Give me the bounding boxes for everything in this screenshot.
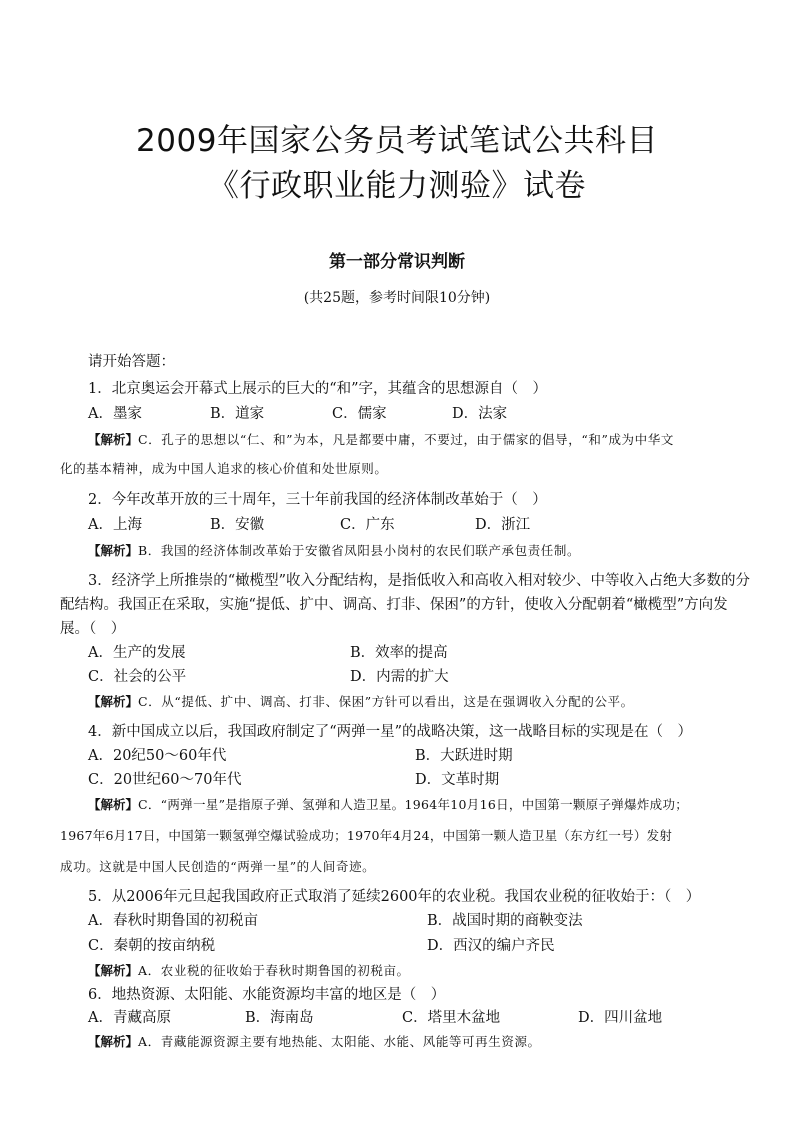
question-4-option-d: D．文革时期	[415, 772, 500, 788]
question-5-explanation-line1: 【解析】A．农业税的征收始于春秋时期鲁国的初税亩。	[88, 963, 410, 978]
question-4-option-c: C．20世纪60～70年代	[88, 772, 242, 788]
question-5-option-a: A．春秋时期鲁国的初税亩	[88, 913, 258, 929]
explanation-label: 【解析】	[88, 543, 139, 558]
question-5-option-c: C．秦朝的按亩纳税	[88, 938, 216, 954]
question-3-option-a: A．生产的发展	[88, 645, 186, 661]
question-4-option-a: A．20纪50～60年代	[88, 748, 227, 764]
question-1-option-a: A．墨家	[88, 406, 142, 422]
explanation-label: 【解析】	[88, 432, 139, 447]
question-3-stem-line2: 配结构。我国正在采取，实施“提低、扩中、调高、打非、保困”的方针，使收入分配朝着“橄榄型”方向发	[60, 597, 728, 613]
question-2-option-c: C．广东	[340, 517, 395, 533]
question-1-explanation-line1: 【解析】C．孔子的思想以“仁、和”为本，凡是都要中庸，不要过，由于儒家的倡导，“和”成为中华文	[88, 432, 674, 447]
question-2-stem: 2．今年改革开放的三十周年，三十年前我国的经济体制改革始于（ ）	[88, 492, 547, 508]
question-6-stem: 6．地热资源、太阳能、水能资源均丰富的地区是（ ）	[88, 987, 446, 1003]
question-3-option-c: C．社会的公平	[88, 669, 187, 685]
question-1-option-c: C．儒家	[332, 406, 387, 422]
question-1-explanation-line2: 化的基本精神，成为中国人追求的核心价值和处世原则。	[60, 461, 388, 476]
question-3-stem-line1: 3．经济学上所推崇的“橄榄型”收入分配结构，是指低收入和高收入相对较少、中等收入占绝大多数的分	[88, 573, 751, 589]
question-4-explanation-line1: 【解析】C．“两弹一星”是指原子弹、氢弹和人造卫星。1964年10月16日，中国第一颗原子弹爆炸成功；	[88, 797, 689, 812]
document-title-line1: 2009年国家公务员考试笔试公共科目	[136, 123, 658, 159]
question-6-option-a: A．青藏高原	[88, 1010, 171, 1026]
question-4-stem: 4．新中国成立以后，我国政府制定了“两弹一星”的战略决策，这一战略目标的实现是在（ ）	[88, 724, 693, 740]
question-6-explanation-line1: 【解析】A．青藏能源资源主要有地热能、太阳能、水能、风能等可再生资源。	[88, 1034, 541, 1049]
question-1-option-b: B．道家	[210, 406, 265, 422]
explanation-label: 【解析】	[88, 963, 139, 978]
question-4-explanation-line2: 1967年6月17日，中国第一颗氢弹空爆试验成功；1970年4月24，中国第一颗人造卫星（东方红一号）发射	[60, 828, 673, 843]
question-6-option-c: C．塔里木盆地	[402, 1010, 501, 1026]
question-4-explanation-line3: 成功。这就是中国人民创造的“两弹一星”的人间奇迹。	[60, 859, 376, 874]
explanation-label: 【解析】	[88, 797, 139, 812]
question-2-explanation-line1: 【解析】B．我国的经济体制改革始于安徽省凤阳县小岗村的农民们联产承包责任制。	[88, 543, 581, 558]
question-3-stem-line3: 展。（ ）	[60, 621, 126, 637]
question-5-option-b: B．战国时期的商鞅变法	[427, 913, 583, 929]
question-2-option-a: A．上海	[88, 517, 142, 533]
intro-text: 请开始答题：	[88, 354, 175, 370]
question-3-explanation-line1: 【解析】C．从“提低、扩中、调高、打非、保困”方针可以看出，这是在强调收入分配的公平。	[88, 694, 634, 709]
question-6-option-b: B．海南岛	[245, 1010, 314, 1026]
question-5-stem: 5．从2006年元旦起我国政府正式取消了延续2600年的农业税。我国农业税的征收始于：（ ）	[88, 889, 701, 905]
question-2-option-b: B．安徽	[210, 517, 265, 533]
question-3-option-d: D．内需的扩大	[350, 669, 449, 685]
question-5-option-d: D．西汉的编户齐民	[427, 938, 555, 954]
section-note: (共25题，参考时间限10分钟)	[303, 290, 491, 306]
question-4-option-b: B．大跃进时期	[415, 748, 513, 764]
question-1-stem: 1．北京奥运会开幕式上展示的巨大的“和”字，其蕴含的思想源自（ ）	[88, 381, 548, 397]
question-6-option-d: D．四川盆地	[578, 1010, 663, 1026]
section-title: 第一部分常识判断	[329, 252, 465, 272]
question-2-option-d: D．浙江	[475, 517, 531, 533]
question-1-option-d: D．法家	[452, 406, 508, 422]
question-3-option-b: B．效率的提高	[350, 645, 448, 661]
explanation-label: 【解析】	[88, 1034, 139, 1049]
document-title-line2: 《行政职业能力测验》试卷	[208, 168, 586, 204]
explanation-label: 【解析】	[88, 694, 139, 709]
